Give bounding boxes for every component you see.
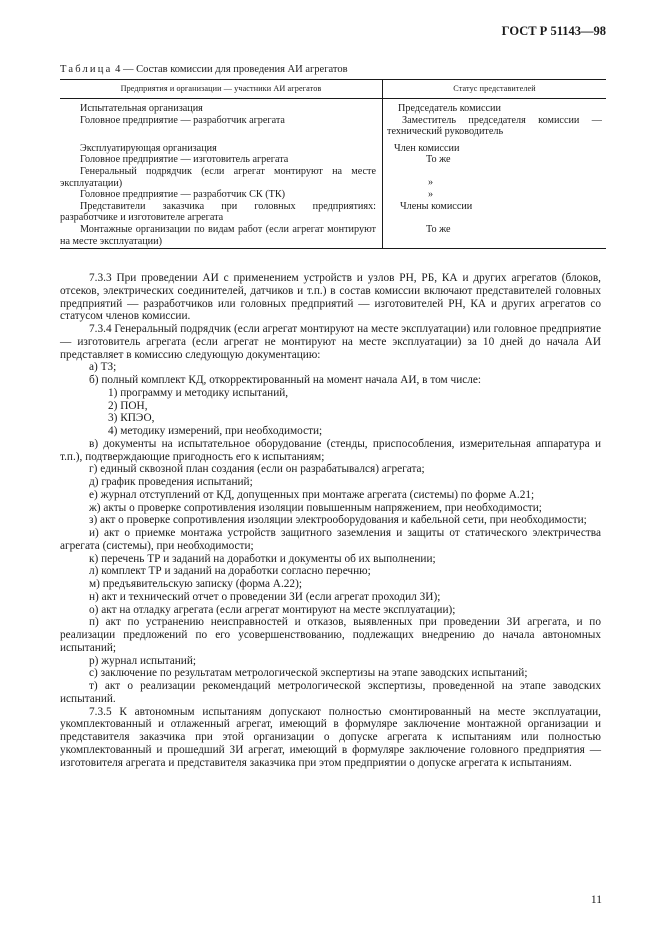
list-item-n: н) акт и технический отчет о проведении ЗИ (если агрегат проходил ЗИ);: [89, 590, 441, 603]
participant-cell: Испытательная организация: [60, 99, 383, 115]
participant-cell: Головное предприятие — изготовитель агрегата: [60, 154, 383, 166]
table-row: [60, 189, 606, 201]
list-item-e: е) журнал отступлений от КД, допущенных при монтаже агрегата (системы) по форме А.21;: [89, 488, 535, 501]
col-header-status: Статус представителей: [383, 80, 607, 99]
clause-7-3-5: 7.3.5 К автономным испытаниям допускают полностью смонтированный на месте эксплуатации, укомплектованный и отлаженный агрегат, имеющий в формуляре заключение монтажной организации и представителя заказчика при этой организации о допуске агрегата к испытаниям или полностью укомплектованный и прошедший ЗИ агрегат, имеющий в формуляре заключение головного предприятия — изготовителя агрегата и представителя заказчика при этом предприятии о допуске агрегата к испытаниям.: [60, 705, 601, 769]
table-header-row: [60, 80, 606, 99]
clause-7-3-4: 7.3.4 Генеральный подрядчик (если агрегат монтируют на месте эксплуатации) или головное предприятие — изготовитель агрегата (если агрегат не монтируют на месте эксплуатации) за 10 дней до начала АИ представляет в комиссию следующую документацию:: [60, 323, 601, 361]
table-row: [60, 166, 606, 189]
col-header-participants: Предприятия и организации — участники АИ агрегатов: [60, 80, 383, 99]
list-item-k: к) перечень ТР и заданий на доработки и документы об их выполнении;: [89, 552, 436, 565]
list-item-b: б) полный комплект КД, откорректированный на момент начала АИ, в том числе:: [89, 374, 482, 386]
list-item-r: р) журнал испытаний;: [89, 654, 197, 667]
list-item-v: в) документы на испытательное оборудование (стенды, приспособления, измерительная аппаратура и т.п.), подтверждающие пригодность его к испытаниям;: [60, 437, 601, 463]
list-item-z: з) акт о проверке сопротивления изоляции электрооборудования и кабельной сети, при необходимости;: [89, 514, 587, 527]
list-item-t: т) акт о реализации рекомендаций метрологической экспертизы, проведенной на этапе заводских испытаний.: [60, 680, 601, 705]
status-ditto: »: [428, 176, 434, 188]
table-caption: [60, 64, 610, 75]
list-item-l: л) комплект ТР и заданий на доработки согласно перечню;: [89, 565, 371, 578]
table-caption-text: 4 — Состав комиссии для проведения АИ агрегатов: [112, 64, 348, 75]
sub-item-4: 4) методику измерений, при необходимости;: [108, 425, 323, 437]
status-cell-text: Заместитель председателя комиссии — технический руководитель: [387, 114, 602, 138]
status-same: То же: [426, 223, 451, 235]
participant-cell: Представители заказчика при головных предприятиях: разработчике и изготовителе агрегата: [60, 201, 383, 224]
participant-cell: Головное предприятие — разработчик СК (ТК): [60, 189, 383, 201]
table-row: [60, 201, 606, 224]
table-row: [60, 138, 606, 155]
status-cell: [383, 115, 607, 138]
participant-cell: Монтажные организации по видам работ (если агрегат монтируют на месте эксплуатации): [60, 224, 383, 249]
list-item-d: д) график проведения испытаний;: [89, 476, 253, 488]
participant-cell: Эксплуатирующая организация: [60, 138, 383, 155]
list-item-o: о) акт на отладку агрегата (если агрегат монтируют на месте эксплуатации);: [89, 603, 456, 616]
participant-cell: Головное предприятие — разработчик агрегата: [60, 115, 383, 138]
status-cell: Член комиссии: [394, 142, 460, 154]
list-item-p: п) акт по устранению неисправностей и отказов, выявленных при проведении ЗИ агрегата, и по реализации предложений по его усовершенствованию, подлежащих внедрению до начала автономных испытаний;: [60, 616, 601, 654]
status-cell: [383, 166, 607, 189]
sub-item-2: 2) ПОН,: [108, 399, 148, 412]
sub-item-3: 3) КПЭО,: [108, 412, 155, 425]
commission-table: [60, 79, 606, 249]
status-cell: Председатель комиссии: [398, 103, 501, 114]
sub-item-1: 1) программу и методику испытаний,: [108, 386, 289, 399]
clause-7-3-3: 7.3.3 При проведении АИ с применением устройств и узлов РН, РБ, КА и других агрегатов (блоков, отсеков, электрических соединителей, датчиков и т.п.) в состав комиссии включают представителей головных предприятий — разработчиков или головных предприятий — изготовителей РН, КА и других агрегатов со статусом членов комиссии.: [60, 272, 601, 323]
participant-cell: Генеральный подрядчик (если агрегат монтируют на месте эксплуатации): [60, 166, 383, 189]
document-body: [60, 272, 601, 769]
table-row: [60, 99, 606, 115]
list-item-zh: ж) акты о проверке сопротивления изоляции повышенным напряжением, при необходимости;: [89, 501, 542, 514]
status-cell: То же: [426, 154, 451, 166]
standard-header: ГОСТ Р 51143—98: [501, 24, 606, 38]
page-number: 11: [590, 894, 602, 906]
status-cell: [383, 224, 607, 249]
table-row: [60, 115, 606, 138]
status-cell: Члены комиссии: [400, 200, 473, 212]
table-row: [60, 154, 606, 166]
list-item-a: а) ТЗ;: [89, 361, 117, 374]
table-caption-word: Таблица: [60, 64, 113, 75]
list-item-g: г) единый сквозной план создания (если он разрабатывался) агрегата;: [89, 463, 425, 476]
list-item-m: м) предъявительскую записку (форма А.22);: [89, 578, 302, 590]
status-cell: »: [428, 189, 434, 201]
list-item-i: и) акт о приемке монтажа устройств защитного заземления и защиты от статического электричества агрегата (системы), при необходимости;: [60, 527, 601, 552]
table-row: [60, 224, 606, 249]
list-item-s: с) заключение по результатам метрологической экспертизы на этапе заводских испытаний;: [89, 667, 528, 680]
